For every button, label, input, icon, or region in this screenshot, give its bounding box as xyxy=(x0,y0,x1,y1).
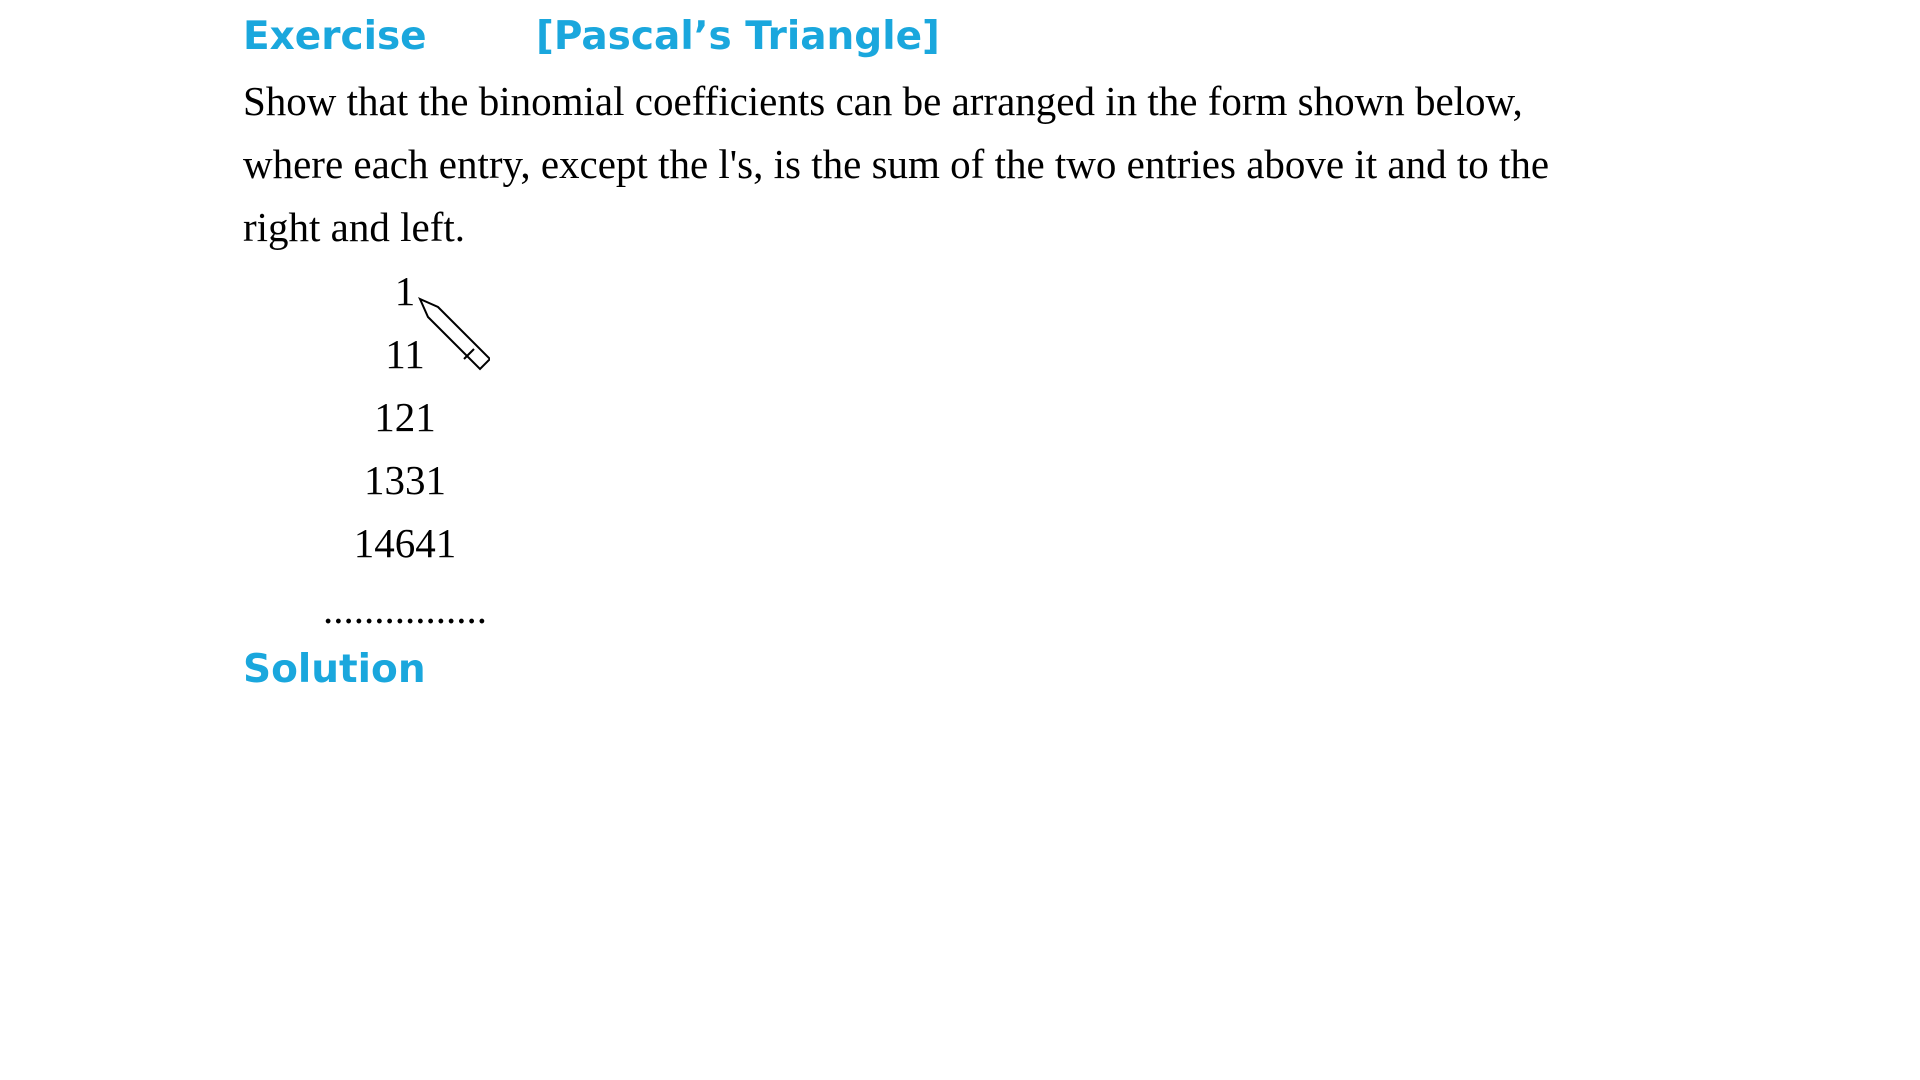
solution-label: Solution xyxy=(243,647,426,692)
problem-line: where each entry, except the l's, is the sum of the two entries above it and to the xyxy=(243,141,1550,187)
triangle-ellipsis: ................ xyxy=(323,586,487,632)
triangle-row: 121 xyxy=(374,394,436,440)
pen-cursor-icon xyxy=(418,297,490,373)
exercise-topic: [Pascal’s Triangle] xyxy=(536,14,940,59)
triangle-row: 11 xyxy=(385,331,425,377)
triangle-row: 1 xyxy=(394,268,416,314)
triangle-row: 1331 xyxy=(364,457,446,503)
triangle-row: 14641 xyxy=(353,520,457,566)
problem-line: Show that the binomial coefficients can be arranged in the form shown below, xyxy=(243,78,1523,124)
exercise-label: Exercise xyxy=(243,14,427,59)
problem-line: right and left. xyxy=(243,204,466,250)
